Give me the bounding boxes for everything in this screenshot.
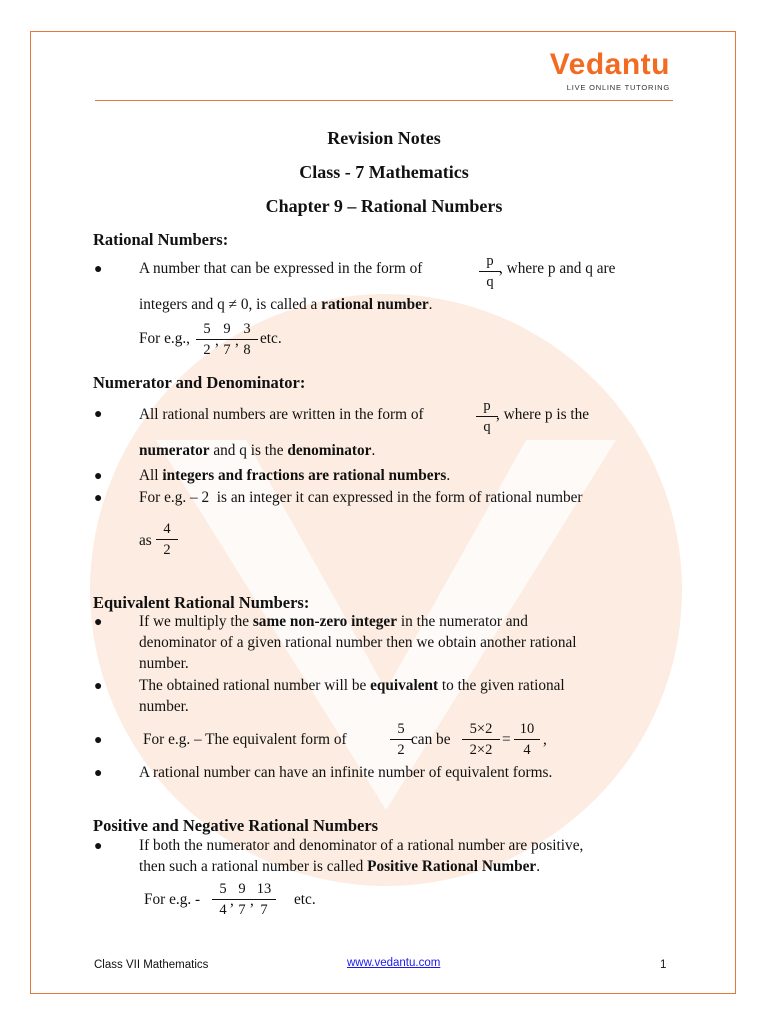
- bullet-icon: ●: [94, 679, 103, 694]
- comma: ,: [230, 892, 234, 909]
- s2-b2-text: All integers and fractions are rational numbers.: [139, 467, 451, 484]
- section-heading-rational: Rational Numbers:: [93, 230, 229, 249]
- fraction-p-q: p q: [479, 252, 501, 291]
- s3-b4-text: A rational number can have an infinite number of equivalent forms.: [139, 764, 553, 781]
- fraction-p-q: p q: [476, 397, 498, 436]
- vedantu-logo: [550, 50, 670, 92]
- s3-b2-line1: The obtained rational number will be equivalent to the given rational: [139, 677, 565, 694]
- bullet-icon: ●: [94, 407, 103, 422]
- bullet-icon: ●: [94, 766, 103, 781]
- comma: ,: [250, 892, 254, 909]
- section-heading-equivalent: Equivalent Rational Numbers:: [93, 593, 310, 612]
- comma: ,: [235, 332, 239, 349]
- s2-as-label: as: [139, 532, 152, 549]
- etc-text: etc.: [260, 330, 282, 347]
- s2-b1-text: All rational numbers are written in the form of: [139, 406, 424, 423]
- comma: ,: [215, 332, 219, 349]
- fraction-13-7: 13 7: [252, 880, 276, 919]
- fraction-5-2: 5 2: [390, 720, 412, 759]
- logo-wordmark: Vedantu: [549, 48, 670, 81]
- s4-b1-line2: then such a rational number is called Positive Rational Number.: [139, 858, 541, 875]
- fraction-5-4: 5 4: [212, 880, 234, 919]
- fraction-9-7: 9 7: [216, 320, 238, 359]
- footer-website-link[interactable]: www.vedantu.com: [347, 957, 441, 969]
- s4-b1-line1: If both the numerator and denominator of a rational number are positive,: [139, 837, 584, 854]
- logo-tagline: LIVE ONLINE TUTORING: [566, 83, 670, 92]
- s1-b1-where: , where p and q are: [499, 260, 616, 277]
- doc-class: Class - 7 Mathematics: [299, 162, 469, 182]
- etc-text: etc.: [294, 891, 316, 908]
- s1-b1-text: A number that can be expressed in the form of: [139, 260, 423, 277]
- s3-b3-end: ,: [543, 731, 547, 748]
- s2-b3-text: For e.g. – 2 is an integer it can expressed in the form of rational number: [139, 489, 583, 506]
- bullet-icon: ●: [94, 733, 103, 748]
- s3-b1-line3: number.: [139, 655, 189, 672]
- s2-b1-where: , where p is the: [496, 406, 590, 423]
- bullet-icon: ●: [94, 615, 103, 630]
- s1-eg-label: For e.g.,: [139, 330, 190, 347]
- fraction-5x2-2x2: 5×2 2×2: [462, 720, 500, 759]
- bullet-icon: ●: [94, 262, 103, 277]
- footer-course: Class VII Mathematics: [94, 959, 209, 971]
- doc-chapter: Chapter 9 – Rational Numbers: [265, 196, 503, 216]
- s3-b2-line2: number.: [139, 698, 189, 715]
- s1-b1-line2: integers and q ≠ 0, is called a rational number.: [139, 296, 433, 313]
- header-divider: [95, 100, 673, 101]
- section-heading-num-den: Numerator and Denominator:: [93, 373, 306, 392]
- s3-b3-text: For e.g. – The equivalent form of: [143, 731, 347, 748]
- fraction-3-8: 3 8: [236, 320, 258, 359]
- s4-eg-label: For e.g. -: [144, 891, 201, 908]
- s2-b1-line2: numerator and q is the denominator.: [139, 442, 376, 459]
- fraction-10-4: 10 4: [514, 720, 540, 759]
- page-number: 1: [660, 959, 667, 971]
- s3-canbe: can be: [411, 731, 451, 748]
- fraction-4-2: 4 2: [156, 520, 178, 559]
- s3-b1-line1: If we multiply the same non-zero integer in the numerator and: [139, 613, 528, 630]
- bullet-icon: ●: [94, 491, 103, 506]
- bullet-icon: ●: [94, 469, 103, 484]
- bullet-icon: ●: [94, 839, 103, 854]
- fraction-5-2: 5 2: [196, 320, 218, 359]
- s3-b1-line2: denominator of a given rational number then we obtain another rational: [139, 634, 577, 651]
- section-heading-pos-neg: Positive and Negative Rational Numbers: [93, 816, 379, 835]
- equals-sign: =: [502, 731, 511, 748]
- doc-title: Revision Notes: [327, 128, 441, 148]
- fraction-9-7: 9 7: [231, 880, 253, 919]
